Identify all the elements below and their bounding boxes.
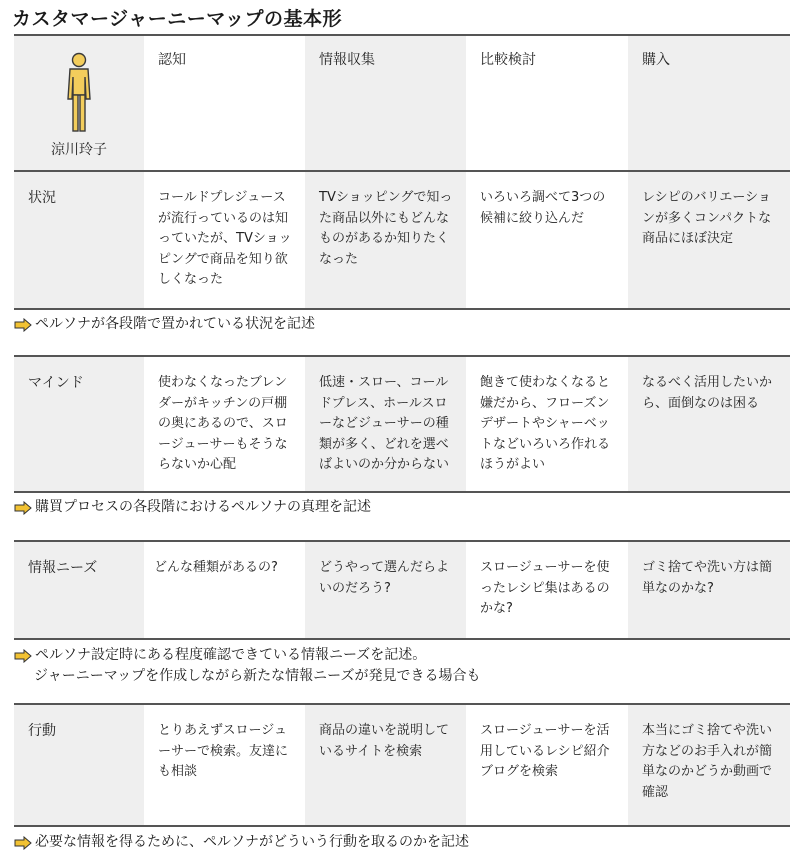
stage-purchase: 購入 [628, 36, 790, 170]
row-label: 状況 [14, 172, 144, 308]
note-information-needs [14, 645, 480, 687]
row-cell: レシピのバリエーションが多くコンパクトな商品にほぼ決定 [628, 172, 790, 308]
note-situation [14, 314, 315, 335]
row-label: 行動 [14, 705, 144, 825]
note-text: 必要な情報を得るために、ペルソナがどういう行動を取るのかを記述 [35, 834, 469, 850]
row-cell: いろいろ調べて3つの候補に絞り込んだ [466, 172, 628, 308]
row-mindset [14, 355, 790, 493]
row-information-needs [14, 540, 790, 640]
row-cell: 本当にゴミ捨てや洗い方などのお手入れが簡単なのかどうか動画で確認 [628, 705, 790, 825]
row-cell: スロージューサーを活用しているレシピ紹介ブログを検索 [466, 705, 628, 825]
row-cell: なるべく活用したいから、面倒なのは困る [628, 357, 790, 491]
row-cell: 低速・スロー、コールドプレス、ホールスローなどジューサーの種類が多く、どれを選べばよいのか分からない [305, 357, 466, 491]
row-cell: 使わなくなったブレンダーがキッチンの戸棚の奥にあるので、スロージューサーもそうならないか心配 [144, 357, 305, 491]
note-actions [14, 832, 469, 853]
stage-information-gathering: 情報収集 [305, 36, 466, 170]
arrow-right-icon [14, 649, 32, 663]
row-label: マインド [14, 357, 144, 491]
arrow-right-icon [14, 836, 32, 850]
stage-header [14, 34, 790, 172]
row-situation [14, 172, 790, 310]
row-cell: ゴミ捨てや洗い方は簡単なのかな? [628, 542, 790, 638]
row-cell: とりあえずスロージューサーで検索。友達にも相談 [144, 705, 305, 825]
persona-name: 涼川玲子 [51, 142, 107, 158]
row-label: 情報ニーズ [14, 542, 144, 638]
row-actions [14, 703, 790, 827]
note-text: ジャーニーマップを作成しながら新たな情報ニーズが発見できる場合も [34, 668, 481, 684]
arrow-right-icon [14, 501, 32, 515]
note-text: ペルソナが各段階で置かれている状況を記述 [35, 316, 315, 332]
page-title: カスタマージャーニーマップの基本形 [12, 8, 342, 30]
row-cell: どうやって選んだらよいのだろう? [305, 542, 466, 638]
row-cell: 飽きて使わなくなると嫌だから、フローズンデザートやシャーベットなどいろいろ作れるほうがよい [466, 357, 628, 491]
row-cell: どんな種類があるの? [144, 542, 305, 638]
person-icon [65, 52, 93, 136]
arrow-right-icon [14, 318, 32, 332]
row-cell: TVショッピングで知った商品以外にもどんなものがあるか知りたくなった [305, 172, 466, 308]
stage-comparison: 比較検討 [466, 36, 628, 170]
row-cell: スロージューサーを使ったレシピ集はあるのかな? [466, 542, 628, 638]
stage-awareness: 認知 [144, 36, 305, 170]
row-cell: 商品の違いを説明しているサイトを検索 [305, 705, 466, 825]
note-text: ペルソナ設定時にある程度確認できている情報ニーズを記述。 [35, 647, 427, 663]
persona-cell [14, 36, 144, 170]
note-text: 購買プロセスの各段階におけるペルソナの真理を記述 [35, 499, 371, 515]
note-mindset [14, 497, 371, 518]
row-cell: コールドプレジュースが流行っているのは知っていたが、TVショッピングで商品を知り欲しくなった [144, 172, 305, 308]
